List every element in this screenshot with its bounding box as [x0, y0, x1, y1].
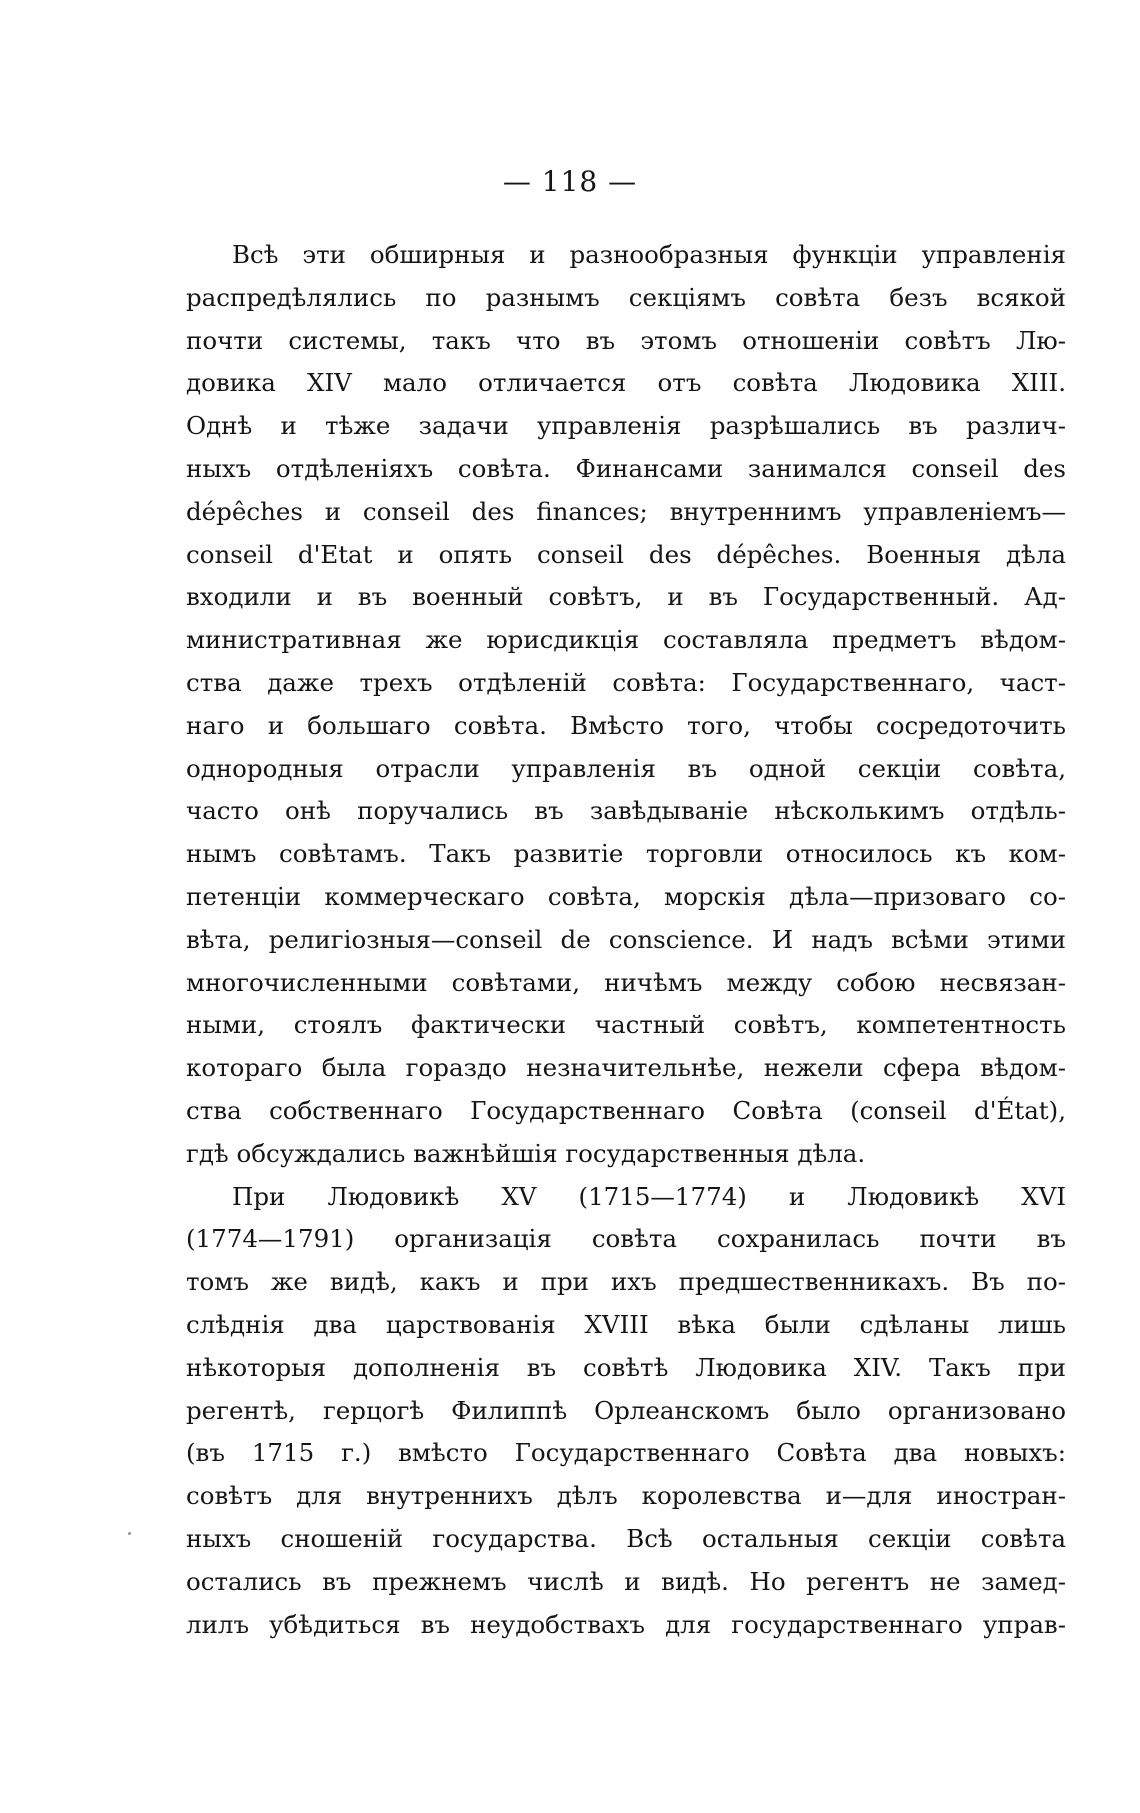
page-number: — 118 —	[502, 165, 638, 198]
text-line: лилъ убѣдиться въ неудобствахъ для государственнаго управ-	[186, 1609, 1066, 1639]
text-line: вѣта, религіозныя—conseil de conscience. И надъ всѣми этими	[186, 924, 1066, 954]
text-line: нѣкоторыя дополненія въ совѣтѣ Людовика XIV. Такъ при	[186, 1352, 1066, 1382]
text-line: министративная же юрисдикція составляла предметъ вѣдом-	[186, 625, 1066, 655]
text-line: котораго была гораздо незначительнѣе, нежели сфера вѣдом-	[186, 1053, 1066, 1083]
scan-speck	[128, 1532, 131, 1535]
text-line: ныхъ сношеній государства. Всѣ остальныя секціи совѣта	[186, 1523, 1066, 1553]
text-line: гдѣ обсуждались важнѣйшія государственныя дѣла.	[186, 1138, 866, 1168]
text-line: ства собственнаго Государственнаго Совѣта (conseil d'État),	[186, 1095, 1066, 1125]
text-line: (въ 1715 г.) вмѣсто Государственнаго Совѣта два новыхъ:	[186, 1438, 1066, 1468]
text-line: петенціи коммерческаго совѣта, морскія дѣла—призоваго со-	[186, 881, 1066, 911]
text-line: ными, стоялъ фактически частный совѣтъ, компетентность	[186, 1010, 1066, 1040]
text-line: dépêches и conseil des finances; внутреннимъ управленіемъ—	[186, 496, 1066, 526]
text-line: (1774—1791) организація совѣта сохранилась почти въ	[186, 1224, 1066, 1254]
text-line: conseil d'Etat и опять conseil des dépêches. Военныя дѣла	[186, 539, 1066, 569]
text-line: нымъ совѣтамъ. Такъ развитіе торговли относилось къ ком-	[186, 839, 1066, 869]
text-line: регентѣ, герцогѣ Филиппѣ Орлеанскомъ было организовано	[186, 1395, 1066, 1425]
paragraph-2	[186, 1176, 1066, 1647]
text-line: часто онѣ поручались въ завѣдываніе нѣсколькимъ отдѣль-	[186, 796, 1066, 826]
text-line: почти системы, такъ что въ этомъ отношеніи совѣтъ Лю-	[186, 325, 1066, 355]
text-line: слѣднія два царствованія XVIII вѣка были сдѣланы лишь	[186, 1309, 1066, 1339]
text-line: Всѣ эти обширныя и разнообразныя функціи управленія	[232, 240, 1066, 269]
text-line: входили и въ военный совѣтъ, и въ Государственный. Ад-	[186, 582, 1066, 612]
text-line: При Людовикѣ XV (1715—1774) и Людовикѣ XVI	[232, 1181, 1066, 1211]
text-line: однородныя отрасли управленія въ одной секціи совѣта,	[186, 753, 1066, 783]
text-line: совѣтъ для внутреннихъ дѣлъ королевства и—для иностран-	[186, 1481, 1066, 1511]
text-line: ства даже трехъ отдѣленій совѣта: Государственнаго, част-	[186, 667, 1066, 697]
text-line: довика XIV мало отличается отъ совѣта Людовика XIII.	[186, 368, 1066, 398]
text-line: остались въ прежнемъ числѣ и видѣ. Но регентъ не замед-	[186, 1566, 1066, 1596]
text-line: Однѣ и тѣже задачи управленія разрѣшались въ различ-	[186, 411, 1066, 441]
text-line: многочисленными совѣтами, ничѣмъ между собою несвязан-	[186, 967, 1066, 997]
paragraph-1	[186, 234, 1066, 1176]
body-text	[186, 234, 1066, 1646]
text-line: ныхъ отдѣленіяхъ совѣта. Финансами занимался conseil des	[186, 453, 1066, 483]
text-line: томъ же видѣ, какъ и при ихъ предшественникахъ. Въ по-	[186, 1267, 1066, 1297]
text-line: наго и большаго совѣта. Вмѣсто того, чтобы сосредоточить	[186, 710, 1066, 740]
text-line: распредѣлялись по разнымъ секціямъ совѣта безъ всякой	[186, 282, 1066, 312]
